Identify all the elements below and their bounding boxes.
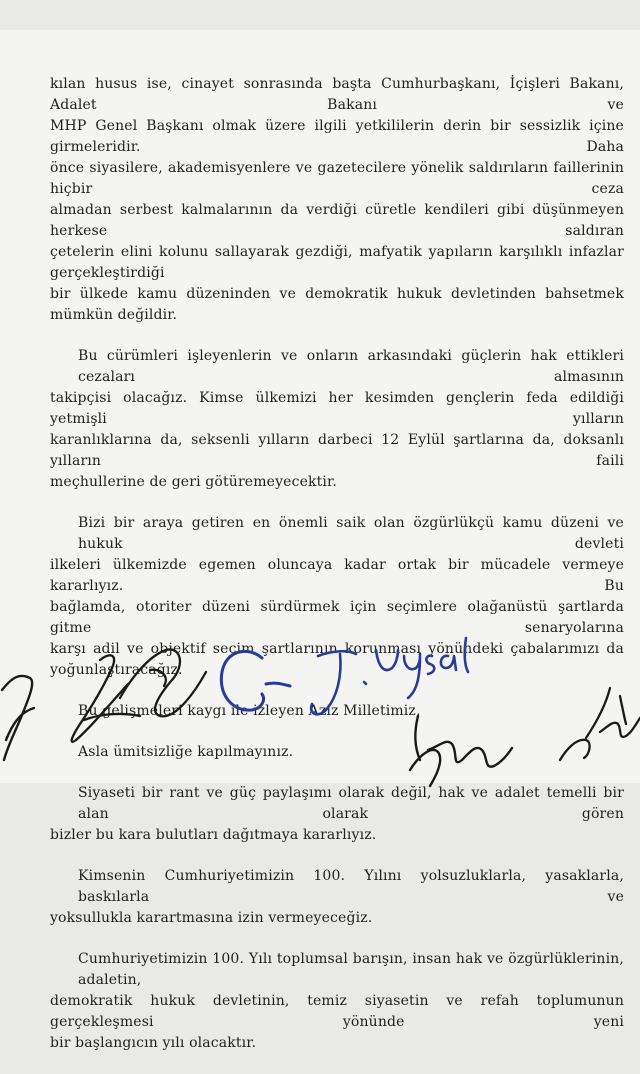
- document-body: [50, 74, 624, 1074]
- text-line: çetelerin elini kolunu sallayarak gezdiği, mafyatik yapıların karşılıklı infazlar gerçekleştirdiği: [50, 244, 624, 281]
- text-line: almadan serbest kalmalarının da verdiği cüretle kendileri gibi düşünmeyen herkese saldıran: [50, 202, 624, 239]
- signature-6-icon: [560, 688, 640, 760]
- signature-3-icon: [221, 651, 290, 710]
- text-line: kılan husus ise, cinayet sonrasında başta Cumhurbaşkanı, İçişleri Bakanı, Adalet Bakanı ve: [50, 76, 624, 113]
- text-line: meçhullerine de geri götüremeyecektir.: [50, 474, 337, 490]
- text-line: karanlıklarına da, seksenli yılların darbeci 12 Eylül şartlarına da, doksanlı yılların faili: [50, 432, 624, 469]
- text-line: Siyaseti bir rant ve güç paylaşımı olarak değil, hak ve adalet temelli bir alan olarak gören: [78, 785, 624, 822]
- text-line: MHP Genel Başkanı olmak üzere ilgili yetkililerin derin bir sessizlik içine girmeleridir. Daha: [50, 118, 624, 155]
- text-line: karşı adil ve objektif seçim şartlarının korunması yönündeki çabalarımızı da yoğunlaştıracağız.: [50, 641, 624, 678]
- signatures-svg: [0, 620, 640, 790]
- text-line: Bizi bir araya getiren en önemli saik olan özgürlükçü kamu düzeni ve hukuk devleti: [78, 515, 624, 552]
- signature-2-icon: [72, 649, 206, 741]
- paragraph-1: [50, 74, 624, 326]
- text-line: önce siyasilere, akademisyenlere ve gazetecilere yönelik saldırıların faillerinin hiçbir ceza: [50, 160, 624, 197]
- text-line: Cumhuriyetimizin 100. Yılı toplumsal barışın, insan hak ve özgürlüklerinin, adaletin,: [78, 951, 624, 988]
- signature-area: [0, 620, 640, 790]
- text-line: bir ülkede kamu düzeninden ve demokratik hukuk devletinden bahsetmek mümkün değildir.: [50, 286, 624, 323]
- document-page: [0, 30, 640, 1051]
- signature-5-icon: [410, 716, 512, 786]
- text-line: ilkeleri ülkemizde egemen oluncaya kadar ortak bir mücadele vermeye kararlıyız. Bu: [50, 557, 624, 594]
- text-line: Bu gelişmeleri kaygı ile izleyen Aziz Milletimiz,: [78, 703, 421, 719]
- text-line: Bu cürümleri işleyenlerin ve onların arkasındaki güçlerin hak ettikleri cezaları almasının: [78, 348, 624, 385]
- text-line: Kimsenin Cumhuriyetimizin 100. Yılını yolsuzluklarla, yasaklarla, baskılarla ve: [78, 868, 624, 905]
- text-line: Asla ümitsizliğe kapılmayınız.: [78, 744, 294, 760]
- text-line: bağlamda, otoriter düzeni sürdürmek için seçimlere olağanüstü şartlarda gitme senaryolarına: [50, 599, 624, 636]
- text-line: yoksullukla karartmasına izin vermeyeceğiz.: [50, 910, 373, 926]
- signature-1-icon: [2, 676, 34, 760]
- signature-uysal-icon: [311, 638, 468, 714]
- paragraph-2: [50, 346, 624, 493]
- text-line: bizler bu kara bulutları dağıtmaya kararlıyız.: [50, 827, 377, 843]
- text-line: demokratik hukuk devletinin, temiz siyasetin ve refah toplumunun gerçekleşmesi yönünde yeni: [50, 993, 624, 1030]
- paragraph-7: [50, 866, 624, 929]
- paragraph-8: [50, 949, 624, 1054]
- text-line: takipçisi olacağız. Kimse ülkemizi her kesimden gençlerin feda edildiği yetmişli yılların: [50, 390, 624, 427]
- paragraph-6: [50, 783, 624, 846]
- text-line: bir başlangıcın yılı olacaktır.: [50, 1035, 257, 1051]
